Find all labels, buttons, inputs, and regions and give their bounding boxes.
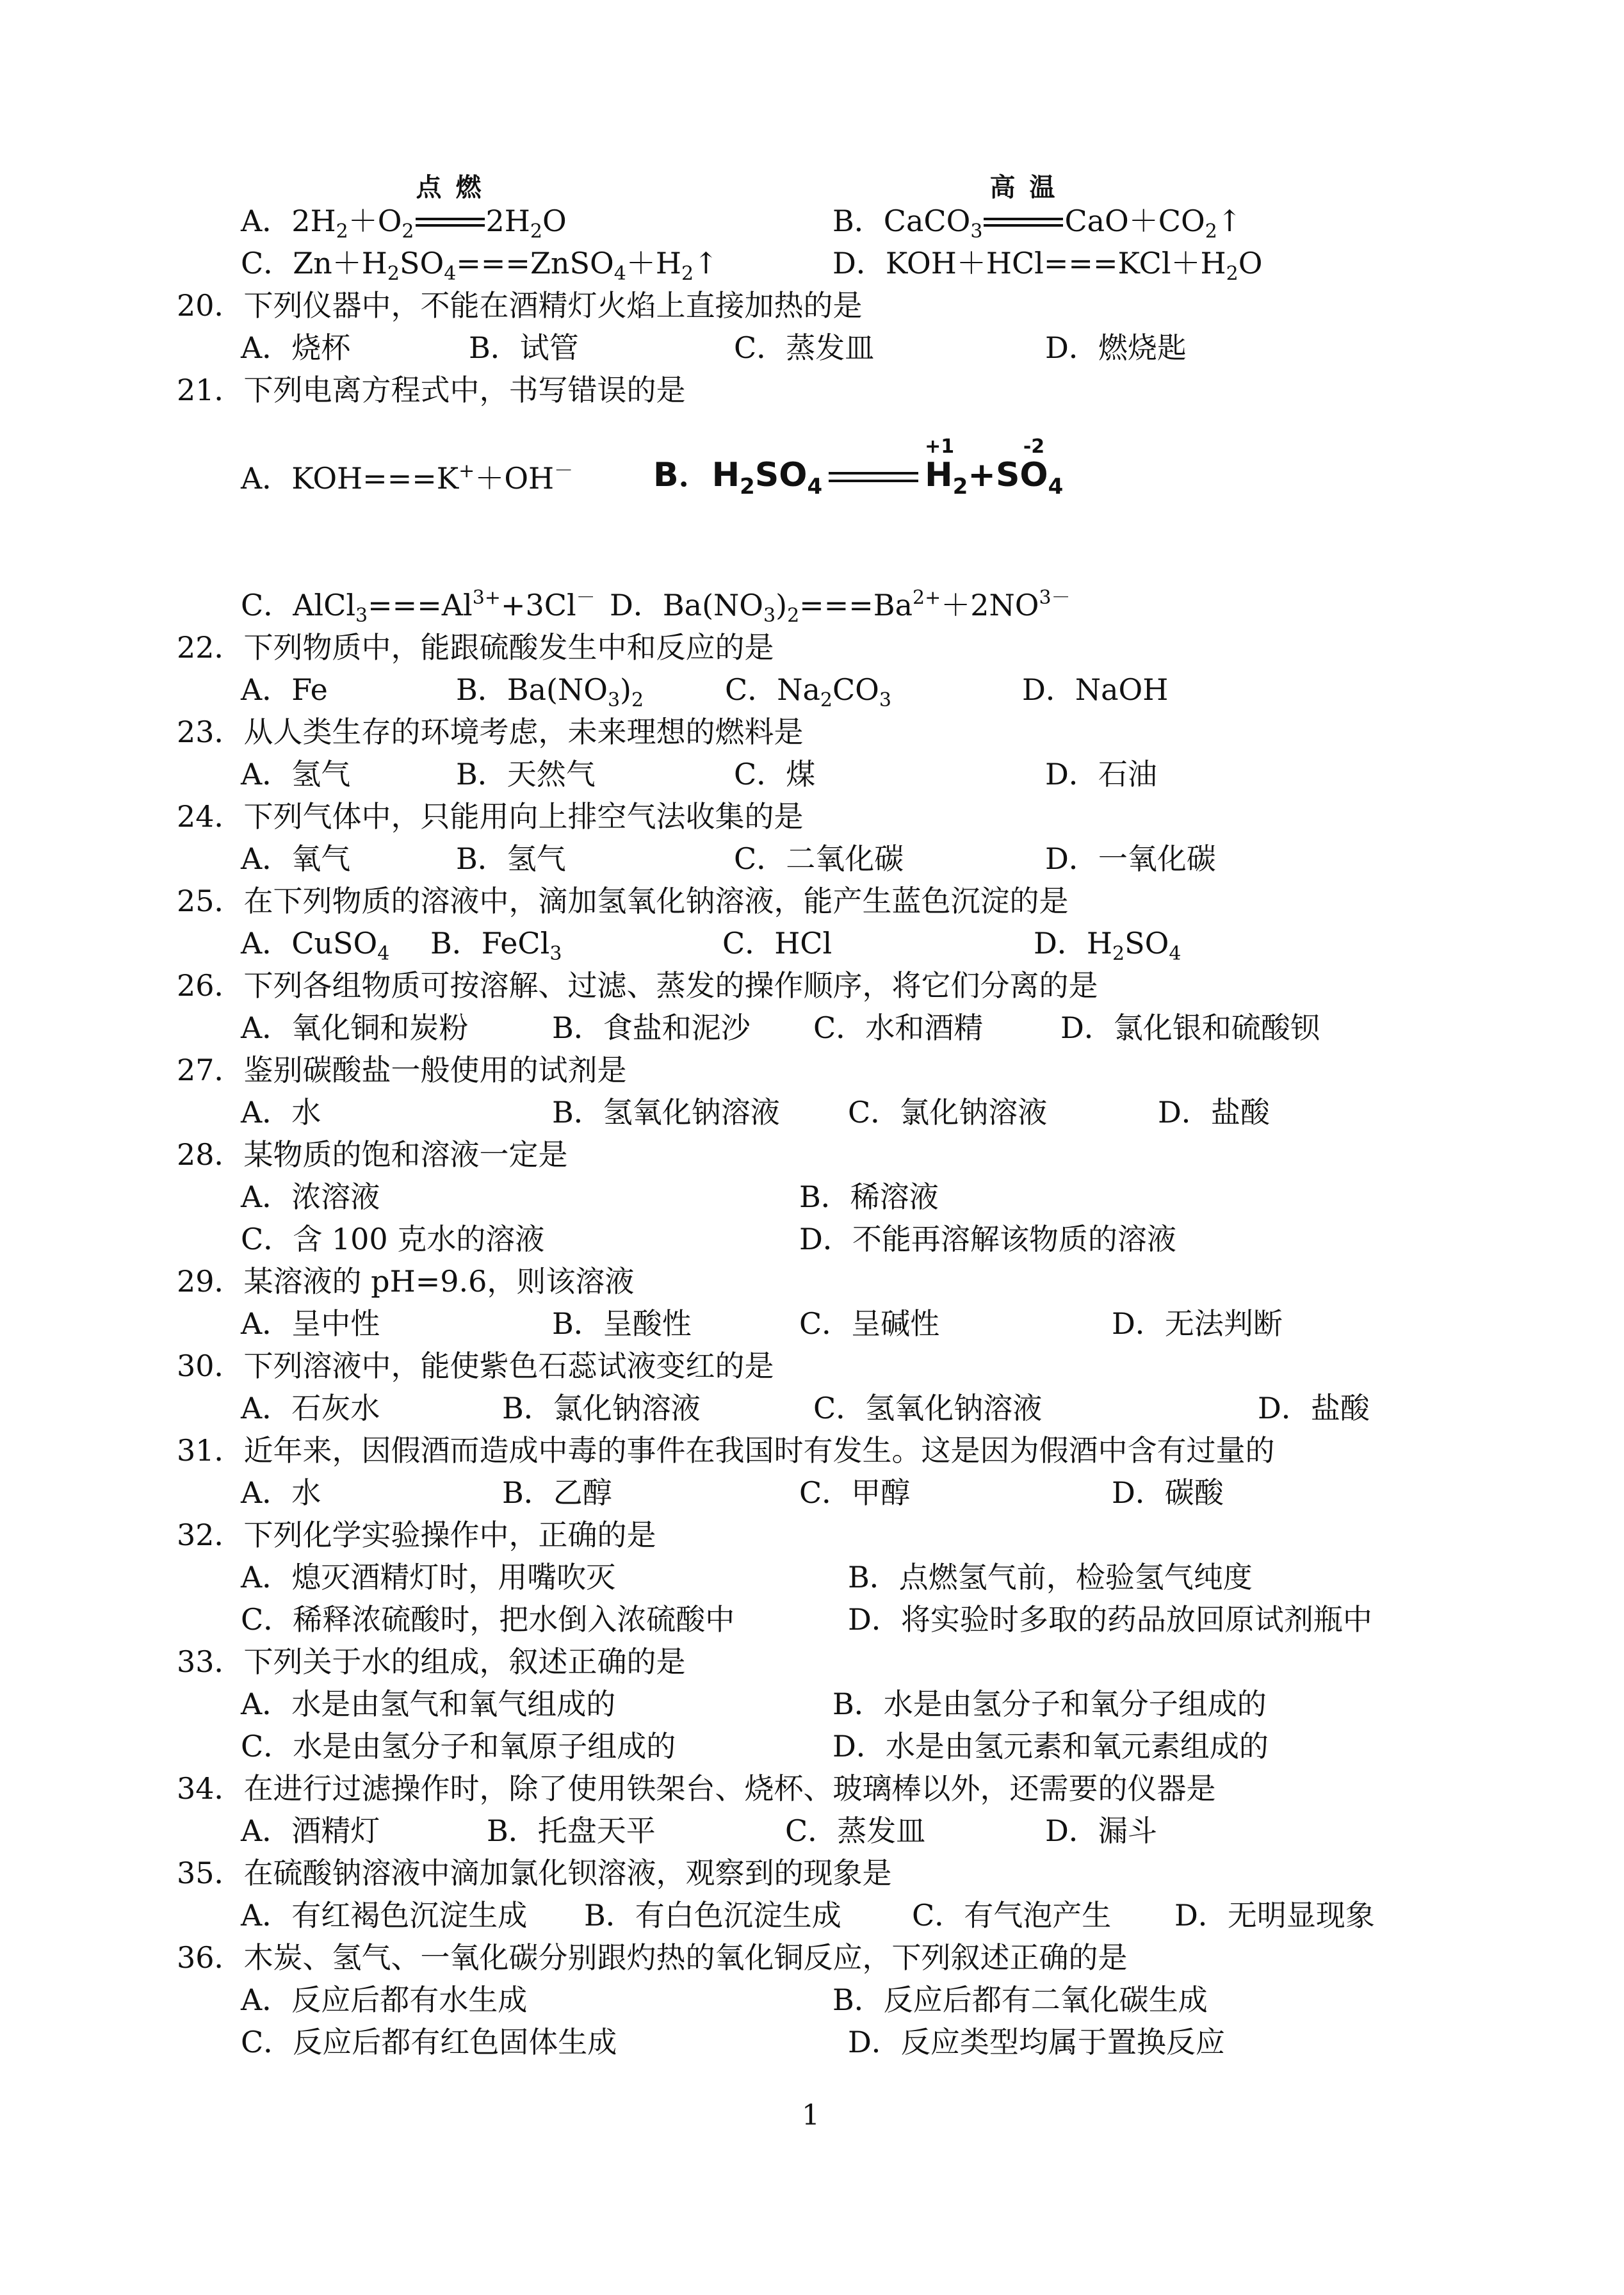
q28-stem: 28．某物质的饱和溶液一定是	[177, 1137, 568, 1172]
q25-stem: 25．在下列物质的溶液中，滴加氢氧化钠溶液，能产生蓝色沉淀的是	[177, 884, 1069, 918]
q19-b-rhs: CaO＋CO	[1064, 204, 1205, 238]
valence-o	[1019, 435, 1048, 494]
q27-option-a[interactable]: A．水	[241, 1095, 321, 1130]
q22-stem: 22．下列物质中，能跟硫酸发生中和反应的是	[177, 630, 774, 665]
q21-a-sup: +	[459, 460, 475, 482]
q32-option-c[interactable]: C．稀释浓硫酸时，把水倒入浓硫酸中	[241, 1602, 735, 1637]
q22-option-a[interactable]: A．Fe	[241, 672, 328, 707]
q25-option-c[interactable]: C．HCl	[722, 926, 832, 961]
q21-b-plus: +	[968, 456, 996, 494]
q24-option-c[interactable]: C．二氧化碳	[734, 841, 904, 876]
q21-d-sup: 2+	[913, 587, 941, 609]
q25-d-sub: 2	[1112, 943, 1125, 965]
q33-option-b[interactable]: B．水是由氢分子和氧分子组成的	[832, 1687, 1267, 1721]
gas-arrow-icon: ↑	[1217, 204, 1242, 238]
q21-c-mid: ===Al	[368, 588, 473, 622]
q36-stem: 36．木炭、氢气、一氧化碳分别跟灼热的氧化铜反应，下列叙述正确的是	[177, 1940, 1128, 1975]
q25-option-d[interactable]	[1034, 925, 1181, 965]
q34-option-c[interactable]: C．蒸发皿	[785, 1813, 926, 1848]
q21-a-mid: ＋OH	[475, 461, 555, 496]
q27-option-c[interactable]: C．氯化钠溶液	[848, 1095, 1048, 1130]
q30-option-d[interactable]: D．盐酸	[1258, 1391, 1370, 1425]
q22-c-text: C．Na	[725, 672, 820, 707]
q30-option-c[interactable]: C．氢氧化钠溶液	[813, 1391, 1043, 1425]
q19-a-sub: 2	[402, 220, 414, 243]
q31-option-c[interactable]: C．甲醇	[799, 1475, 911, 1510]
q25-d-text: D．H	[1034, 926, 1112, 961]
q19-d-text: D．KOH＋HCl===KCl＋H	[832, 246, 1226, 280]
double-bar	[984, 218, 1063, 227]
condition-label: 点 燃	[416, 173, 484, 202]
q22-b-sub: 2	[631, 689, 644, 711]
q23-option-c[interactable]: C．煤	[734, 757, 816, 791]
q25-d-mid: SO	[1125, 926, 1169, 961]
q25-d-sub: 4	[1169, 943, 1181, 965]
q31-option-d[interactable]: D．碳酸	[1112, 1475, 1224, 1510]
q25-option-b[interactable]	[430, 925, 562, 965]
page-number: 1	[802, 2099, 820, 2132]
q20-stem: 20．下列仪器中，不能在酒精灯火焰上直接加热的是	[177, 288, 863, 323]
q31-stem: 31．近年来，因假酒而造成中毒的事件在我国时有发生。这是因为假酒中含有过量的	[177, 1433, 1275, 1468]
q28-option-c[interactable]: C．含 100 克水的溶液	[241, 1222, 545, 1256]
q21-d-sub: 2	[787, 604, 800, 627]
q23-option-d[interactable]: D．石油	[1045, 757, 1157, 791]
q21-b-h: H	[925, 456, 953, 494]
q19-a-sub: 2	[336, 220, 348, 243]
double-bar	[829, 472, 918, 482]
q19-c-mid: ===ZnSO	[456, 246, 614, 280]
q19-c-sub: 2	[387, 263, 400, 285]
valence-h	[925, 435, 955, 494]
q19-a-tail: O	[542, 204, 567, 238]
q24-option-b[interactable]: B．氢气	[456, 841, 566, 876]
q34-option-a[interactable]: A．酒精灯	[241, 1813, 380, 1848]
q22-b-sub: 3	[607, 689, 621, 711]
q19-b-sub: 3	[970, 220, 983, 243]
q19-a-mid: ＋O	[348, 204, 402, 238]
q19-a-prefix: A．2H	[241, 204, 336, 238]
q36-option-b[interactable]: B．反应后都有二氧化碳生成	[832, 1983, 1208, 2017]
q35-stem: 35．在硫酸钠溶液中滴加氯化钡溶液，观察到的现象是	[177, 1856, 892, 1890]
q26-stem: 26．下列各组物质可按溶解、过滤、蒸发的操作顺序，将它们分离的是	[177, 968, 1098, 1003]
q19-option-a[interactable]	[241, 173, 567, 243]
q20-option-a[interactable]: A．烧杯	[241, 330, 351, 365]
q21-c-sub: 3	[355, 604, 368, 627]
q21-b-s: S	[995, 456, 1020, 494]
q21-b-o: O	[1019, 456, 1048, 494]
q32-option-a[interactable]: A．熄灭酒精灯时，用嘴吹灭	[241, 1560, 616, 1594]
q19-c-sub: 4	[444, 263, 457, 285]
q19-a-rhs: 2H	[485, 204, 530, 238]
q33-stem: 33．下列关于水的组成，叙述正确的是	[177, 1644, 686, 1679]
q21-d-sup: 3－	[1039, 587, 1071, 609]
q25-b-text: B．FeCl	[430, 926, 550, 961]
q34-option-b[interactable]: B．托盘天平	[487, 1813, 656, 1848]
q21-b-label: B．	[653, 456, 712, 494]
q28-option-d[interactable]: D．不能再溶解该物质的溶液	[799, 1222, 1176, 1256]
q19-option-b[interactable]	[832, 173, 1242, 243]
q19-option-d[interactable]	[832, 245, 1263, 285]
condition-label: 高 温	[989, 173, 1058, 202]
q19-c-sub: 4	[613, 263, 626, 285]
q28-option-a[interactable]: A．浓溶液	[241, 1180, 380, 1214]
q22-b-text: B．Ba(NO	[456, 672, 608, 707]
q21-option-d[interactable]	[610, 587, 1071, 627]
q25-a-sub: 4	[377, 943, 390, 965]
reaction-condition	[416, 173, 485, 239]
q33-option-c[interactable]: C．水是由氢分子和氧原子组成的	[241, 1729, 676, 1764]
q22-option-d[interactable]: D．NaOH	[1022, 672, 1169, 707]
q25-b-sub: 3	[549, 943, 562, 965]
q25-option-a[interactable]	[241, 925, 390, 965]
q26-option-b[interactable]: B．食盐和泥沙	[552, 1010, 751, 1045]
q27-stem: 27．鉴别碳酸盐一般使用的试剂是	[177, 1053, 627, 1087]
q33-option-d[interactable]: D．水是由氢元素和氧元素组成的	[832, 1729, 1269, 1764]
q19-b-prefix: B．CaCO	[832, 204, 971, 238]
q29-option-a[interactable]: A．呈中性	[241, 1306, 380, 1341]
q21-d-mid: )	[775, 588, 788, 622]
q29-option-c[interactable]: C．呈碱性	[799, 1306, 940, 1341]
q24-option-d[interactable]: D．一氧化碳	[1045, 841, 1216, 876]
q21-c-sup: －	[576, 587, 596, 609]
q30-stem: 30．下列溶液中，能使紫色石蕊试液变红的是	[177, 1349, 774, 1383]
q24-stem: 24．下列气体中，只能用向上排空气法收集的是	[177, 799, 804, 834]
q20-option-d[interactable]: D．燃烧匙	[1045, 330, 1187, 365]
q21-stem: 21．下列电离方程式中，书写错误的是	[177, 373, 686, 407]
double-bar	[416, 218, 485, 227]
q34-option-d[interactable]: D．漏斗	[1045, 1813, 1157, 1848]
q19-c-mid: ＋H	[626, 246, 681, 280]
q36-option-d[interactable]: D．反应类型均属于置换反应	[848, 2025, 1225, 2059]
q21-d-sub: 3	[763, 604, 776, 627]
q21-b-sub: 4	[807, 474, 823, 499]
q27-option-d[interactable]: D．盐酸	[1158, 1095, 1270, 1130]
q19-d-sub: 2	[1226, 263, 1238, 285]
q23-option-a[interactable]: A．氢气	[241, 757, 351, 791]
q21-option-c[interactable]	[241, 587, 596, 627]
q32-option-d[interactable]: D．将实验时多取的药品放回原试剂瓶中	[848, 1602, 1372, 1637]
q30-option-a[interactable]: A．石灰水	[241, 1391, 380, 1425]
q26-option-a[interactable]: A．氧化铜和炭粉	[241, 1010, 469, 1045]
q21-d-mid: ＋2NO	[941, 588, 1039, 622]
q21-b-so: SO	[754, 456, 808, 494]
q33-option-a[interactable]: A．水是由氢气和氧气组成的	[241, 1687, 616, 1721]
q31-option-b[interactable]: B．乙醇	[502, 1475, 612, 1510]
q19-a-sub: 2	[530, 220, 542, 243]
q22-c-sub: 3	[879, 689, 891, 711]
q21-b-sub: 4	[1048, 474, 1064, 499]
gas-arrow-icon: ↑	[694, 246, 719, 280]
q22-option-c[interactable]	[725, 671, 891, 711]
q21-option-b[interactable]	[653, 435, 1064, 499]
q21-b-sub: 2	[952, 474, 968, 499]
q22-b-mid: )	[620, 672, 631, 707]
q20-option-b[interactable]: B．试管	[469, 330, 579, 365]
q23-option-b[interactable]: B．天然气	[456, 757, 596, 791]
q21-c-text: C．AlCl	[241, 588, 356, 622]
valence-label: +1	[925, 435, 955, 458]
q19-c-prefix: C．Zn＋H	[241, 246, 387, 280]
q26-option-c[interactable]: C．水和酒精	[813, 1010, 984, 1045]
q35-option-d[interactable]: D．无明显现象	[1174, 1898, 1375, 1933]
q20-option-c[interactable]: C．蒸发皿	[734, 330, 875, 365]
q29-option-d[interactable]: D．无法判断	[1112, 1306, 1283, 1341]
q22-c-mid: CO	[832, 672, 879, 707]
q32-option-b[interactable]: B．点燃氢气前，检验氢气纯度	[848, 1560, 1253, 1594]
q19-c-mid: SO	[400, 246, 444, 280]
valence-label: -2	[1023, 435, 1045, 458]
q32-stem: 32．下列化学实验操作中，正确的是	[177, 1518, 656, 1552]
q29-stem: 29．某溶液的 pH=9.6，则该溶液	[177, 1264, 635, 1299]
q21-c-mid: +3Cl	[500, 588, 576, 622]
q35-option-c[interactable]: C．有气泡产生	[912, 1898, 1112, 1933]
q21-c-sup: 3+	[472, 587, 501, 609]
q21-a-text: A．KOH===K	[241, 461, 459, 496]
q29-option-b[interactable]: B．呈酸性	[552, 1306, 692, 1341]
q21-a-sup: －	[554, 460, 574, 482]
q22-c-sub: 2	[820, 689, 832, 711]
q34-stem: 34．在进行过滤操作时，除了使用铁架台、烧杯、玻璃棒以外，还需要的仪器是	[177, 1771, 1216, 1806]
q28-option-b[interactable]: B．稀溶液	[799, 1180, 939, 1214]
q22-option-b[interactable]	[456, 671, 644, 711]
q30-option-b[interactable]: B．氯化钠溶液	[502, 1391, 701, 1425]
reaction-condition	[984, 173, 1063, 239]
q21-option-a[interactable]	[241, 460, 573, 497]
q21-b-sub: 2	[740, 474, 755, 499]
q19-b-sub: 2	[1205, 220, 1217, 243]
q26-option-d[interactable]: D．氯化银和硫酸钡	[1060, 1010, 1320, 1045]
q24-option-a[interactable]: A．氧气	[241, 841, 351, 876]
q25-a-text: A．CuSO	[241, 926, 378, 961]
q35-option-b[interactable]: B．有白色沉淀生成	[584, 1898, 841, 1933]
q36-option-c[interactable]: C．反应后都有红色固体生成	[241, 2025, 617, 2059]
q19-d-tail: O	[1238, 246, 1263, 280]
q27-option-b[interactable]: B．氢氧化钠溶液	[552, 1095, 780, 1130]
q19-option-c[interactable]	[241, 245, 719, 285]
q35-option-a[interactable]: A．有红褐色沉淀生成	[241, 1898, 528, 1933]
q21-b-h: H	[711, 456, 740, 494]
q21-d-mid: ===Ba	[799, 588, 913, 622]
q21-d-text: D．Ba(NO	[610, 588, 764, 622]
q23-stem: 23．从人类生存的环境考虑，未来理想的燃料是	[177, 715, 804, 749]
q36-option-a[interactable]: A．反应后都有水生成	[241, 1983, 528, 2017]
q19-c-sub: 2	[681, 263, 694, 285]
q31-option-a[interactable]: A．水	[241, 1475, 321, 1510]
